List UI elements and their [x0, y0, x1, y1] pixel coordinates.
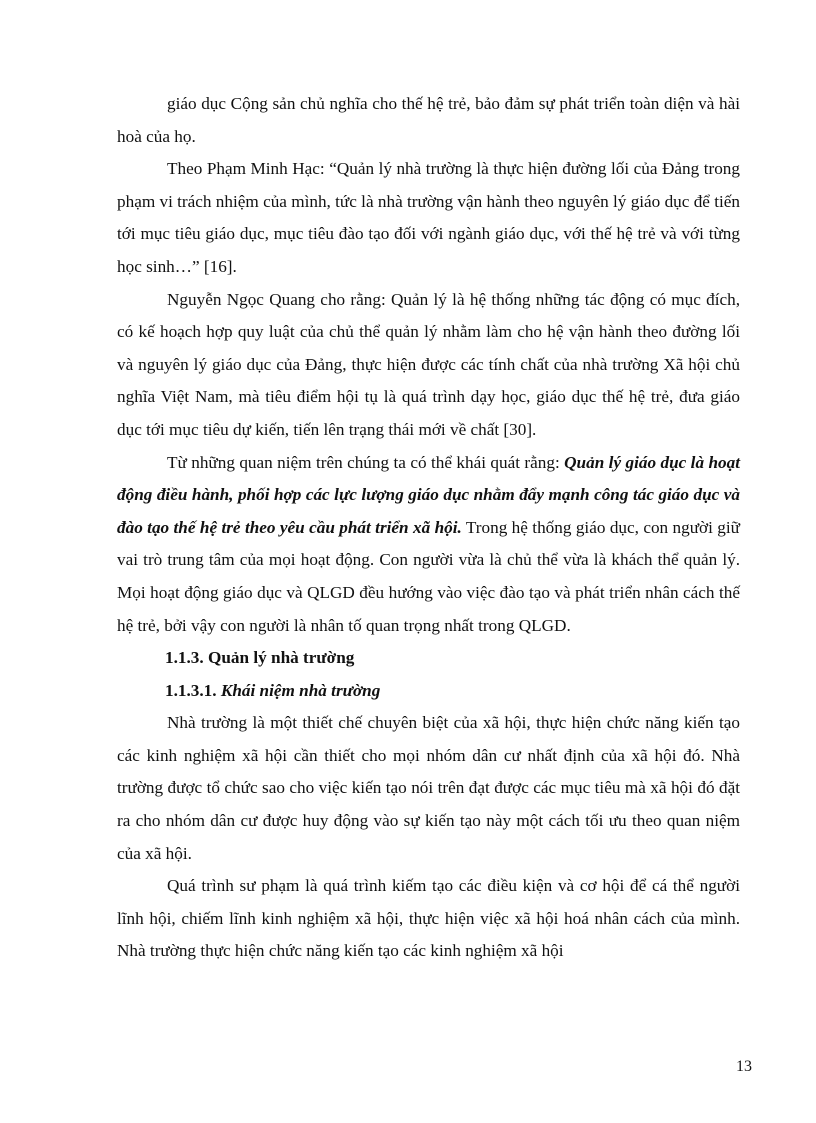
heading-title: Khái niệm nhà trường — [220, 680, 381, 700]
paragraph-school-definition: Nhà trường là một thiết chế chuyên biệt của xã hội, thực hiện chức năng kiến tạo các kinh nghiệm xã hội cần thiết cho mọi nhóm dân cư nhất định của xã hội đó. Nhà trường được tổ chức sao cho việc kiến tạo nói trên đạt được các mục tiêu mà xã hội đó đặt ra cho nhóm dân cư được huy động vào sự kiến tạo này một cách tối ưu theo quan niệm của xã hội. — [117, 713, 740, 863]
paragraph-continuation: giáo dục Cộng sản chủ nghĩa cho thế hệ trẻ, bảo đảm sự phát triển toàn diện và hài hoà của họ. — [117, 94, 740, 146]
paragraph-pham-minh-hac-quote: Theo Phạm Minh Hạc: “Quản lý nhà trường là thực hiện đường lối của Đảng trong phạm vi trách nhiệm của mình, tức là nhà trường vận hành theo nguyên lý giáo dục để tiến tới mục tiêu giáo dục, mục tiêu đào tạo đối với ngành giáo dục, với thế hệ trẻ và với từng học sinh…” [16]. — [117, 159, 740, 276]
paragraph-nguyen-ngoc-quang: Nguyễn Ngọc Quang cho rằng: Quản lý là hệ thống những tác động có mục đích, có kế hoạch hợp quy luật của chủ thể quản lý nhằm làm cho hệ vận hành theo đường lối và nguyên lý giáo dục của Đảng, thực hiện được các tính chất của nhà trường Xã hội chủ nghĩa Việt Nam, mà tiêu điểm hội tụ là quá trình dạy học, giáo dục thế hệ trẻ, đưa giáo dục tới mục tiêu dự kiến, tiến lên trạng thái mới về chất [30]. — [117, 289, 740, 439]
paragraph-conclusion — [117, 447, 740, 643]
page-body — [117, 88, 740, 968]
paragraph-pedagogical-process: Quá trình sư phạm là quá trình kiếm tạo các điều kiện và cơ hội để cá thể người lĩnh hội, chiếm lĩnh kinh nghiệm xã hội, thực hiện việc xã hội hoá nhân cách của mình. Nhà trường thực hiện chức năng kiến tạo các kinh nghiệm xã hội — [117, 876, 740, 961]
heading-number: 1.1.3.1. — [165, 680, 221, 700]
conclusion-rest: Trong hệ thống giáo dục, con người giữ vai trò trung tâm của mọi hoạt động. Con người vừa là chủ thể vừa là khách thể quản lý. Mọi hoạt động giáo dục và QLGD đều hướng vào việc đào tạo và phát triển nhân cách thế hệ trẻ, bởi vậy con người là nhân tố quan trọng nhất trong QLGD. — [117, 517, 740, 635]
conclusion-intro: Từ những quan niệm trên chúng ta có thể khái quát rằng: — [167, 452, 565, 472]
page-number: 13 — [736, 1058, 752, 1075]
section-heading-1-1-3: 1.1.3. Quản lý nhà trường — [165, 648, 355, 668]
section-heading-1-1-3-1 — [117, 675, 740, 708]
definition-emphasis: Quản lý giáo dục là hoạt động điều hành, phối hợp các lực lượng giáo dục nhằm đẩy mạnh công tác giáo dục và đào tạo thế hệ trẻ theo yêu cầu phát triển xã hội. — [117, 452, 740, 537]
